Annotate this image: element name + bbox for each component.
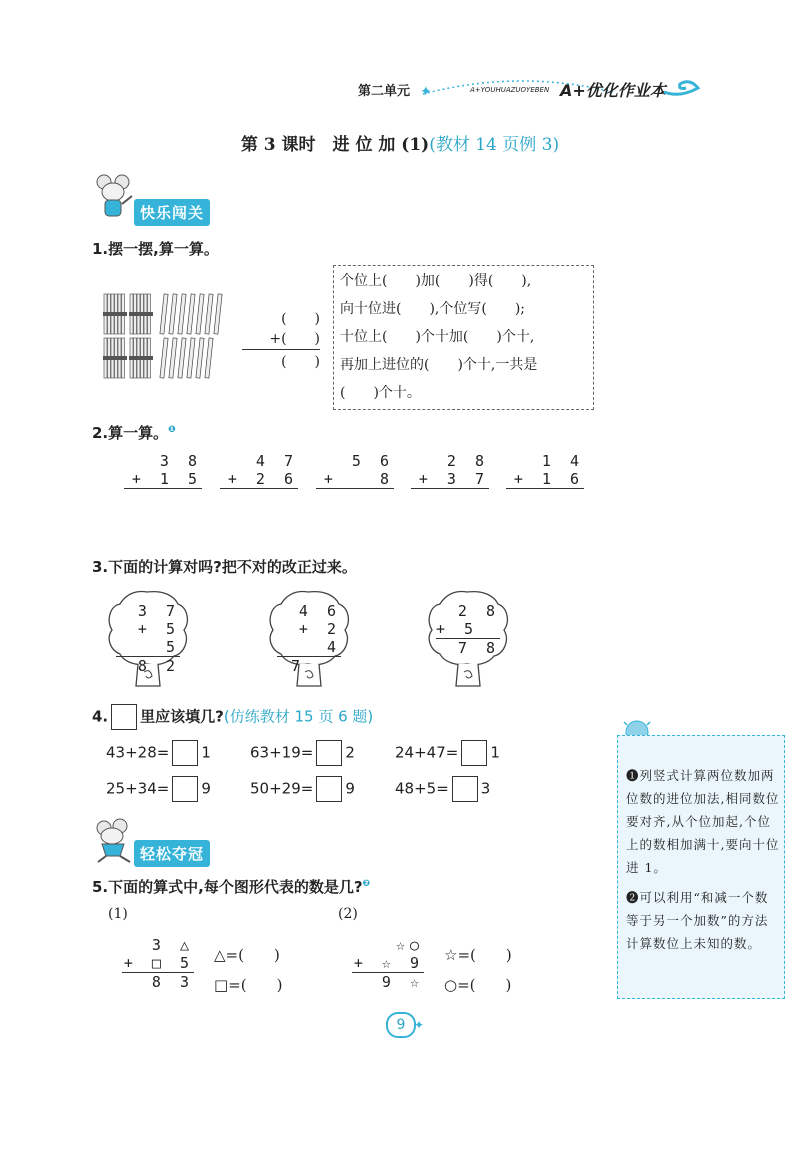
stick-bundle — [129, 338, 153, 378]
counting-sticks-illustration — [100, 290, 230, 385]
q5-part-2-label: (2) — [338, 906, 358, 922]
q3-t2-top: 4 6 — [298, 602, 341, 620]
q1-box-line-4: 再加上进位的( )个十,一共是 — [340, 357, 538, 373]
q5-p2-top: ☆○ — [395, 936, 424, 954]
q1-box-line-5: ( )个十。 — [340, 385, 421, 401]
single-stick — [187, 338, 195, 378]
q2-problem-1 — [124, 452, 202, 489]
q1-sum: ( ) — [281, 354, 320, 370]
q2-p5-line — [506, 488, 584, 489]
svg-text:✦: ✦ — [420, 84, 432, 100]
q4-item-4 — [106, 776, 211, 802]
section-badge-2: 轻松夺冠 — [134, 840, 210, 867]
blank-square-icon — [111, 704, 137, 730]
q3-tree-1 — [116, 602, 180, 675]
q4-item-5-tail: 9 — [345, 779, 355, 798]
stick-bundle — [129, 294, 153, 334]
answer-box[interactable] — [452, 776, 478, 802]
q3-t2-bottom: + 2 4 — [298, 620, 341, 656]
question-4-text: 里应该填几? — [140, 707, 224, 726]
q3-tree-2 — [277, 602, 341, 675]
q4-item-5 — [250, 776, 355, 802]
q2-p3-top: 5 6 — [351, 452, 394, 470]
q1-box-line-1: 个位上( )加( )得( ), — [340, 273, 532, 289]
q5-part-1-label: (1) — [108, 906, 128, 922]
q5-p1-top: 3 △ — [151, 936, 194, 954]
answer-box[interactable] — [172, 776, 198, 802]
question-4-number: 4. — [92, 707, 109, 726]
q2-p4-line — [411, 488, 489, 489]
q1-addend-2: +( ) — [269, 331, 320, 347]
q2-p1-top: 3 8 — [159, 452, 202, 470]
brand-title: A+优化作业本 — [560, 81, 666, 100]
q2-p5-bottom: + 1 6 — [513, 470, 584, 488]
q5-p2-bottom: + ☆ 9 — [353, 954, 424, 972]
single-stick — [169, 294, 177, 334]
q3-t1-bottom: + 5 5 — [137, 620, 180, 656]
tips-box — [617, 735, 785, 999]
note-marker-2: ❷ — [362, 879, 371, 889]
question-2-text: 2.算一算。 — [92, 424, 169, 442]
lesson-title-main: 第 3 课时 进 位 加 (1) — [240, 135, 430, 155]
q5-part-2-addition — [352, 936, 424, 991]
q2-p2-line — [220, 488, 298, 489]
answer-box[interactable] — [316, 740, 342, 766]
single-stick — [169, 338, 177, 378]
answer-box[interactable] — [172, 740, 198, 766]
mascot-mouse-icon — [92, 172, 134, 222]
question-1-prompt: 1.摆一摆,算一算。 — [92, 240, 219, 258]
q2-p2-top: 4 7 — [255, 452, 298, 470]
q3-t1-top: 3 7 — [137, 602, 180, 620]
q4-item-6-tail: 3 — [480, 779, 491, 798]
q2-problem-4 — [411, 452, 489, 489]
tip-1: ❶列竖式计算两位数加两位数的进位加法,相同数位要对齐,从个位加起,个位上的数相加满十,要向十位进 1。 — [626, 768, 780, 875]
single-stick — [187, 294, 195, 334]
q1-box-line-2: 向十位进( ),个位写( ); — [340, 301, 526, 317]
q4-item-6-expr: 48+5= — [395, 779, 449, 798]
q5-p1-bottom: + □ 5 — [123, 954, 194, 972]
q2-p4-top: 2 8 — [446, 452, 489, 470]
brand-pinyin: A+YOUHUAZUOYEBEN — [470, 86, 550, 94]
q2-p4-bottom: + 3 7 — [418, 470, 489, 488]
answer-box[interactable] — [316, 776, 342, 802]
question-3-prompt: 3.下面的计算对吗?把不对的改正过来。 — [92, 558, 357, 576]
q2-p2-bottom: + 2 6 — [227, 470, 298, 488]
q3-t3-result: 7 8 — [457, 639, 500, 657]
single-stick — [160, 294, 168, 334]
q2-p3-bottom: + 8 — [323, 470, 394, 488]
q1-fill-box — [333, 265, 594, 410]
q4-item-3 — [395, 740, 500, 766]
q4-item-1 — [106, 740, 211, 766]
q2-problem-3 — [316, 452, 394, 489]
q4-item-1-tail: 1 — [201, 743, 211, 762]
q5-p1-result: 8 3 — [151, 973, 194, 991]
q2-p1-line — [124, 488, 202, 489]
tip-2: ❷可以利用“和减一个数等于另一个加数”的方法计算数位上未知的数。 — [626, 890, 769, 951]
q2-problem-2 — [220, 452, 298, 489]
answer-box[interactable] — [461, 740, 487, 766]
question-4-prompt — [92, 704, 373, 730]
q4-item-6 — [395, 776, 490, 802]
section-badge-1: 快乐闯关 — [134, 199, 210, 226]
q3-t3-top: 2 8 — [457, 602, 500, 620]
q3-t1-result: 8 2 — [137, 657, 180, 675]
q4-item-3-tail: 1 — [490, 743, 500, 762]
lesson-title — [0, 130, 800, 155]
question-2-prompt — [92, 422, 176, 443]
q1-sum-line — [242, 349, 320, 350]
stick-bundle — [103, 338, 127, 378]
q3-tree-3 — [436, 602, 500, 657]
swirl-icon — [660, 74, 704, 100]
question-5-prompt — [92, 876, 370, 897]
q4-item-2-tail: 2 — [345, 743, 355, 762]
q4-item-3-expr: 24+47= — [395, 743, 459, 762]
q5-p2-answer-1[interactable]: ☆=( ) — [444, 946, 512, 964]
mascot-running-mouse-icon — [90, 818, 136, 864]
single-stick — [205, 294, 213, 334]
q1-box-line-3: 十位上( )个十加( )个十, — [340, 329, 535, 345]
q4-item-1-expr: 43+28= — [106, 743, 170, 762]
q5-p1-answer-2[interactable]: □=( ) — [214, 976, 283, 994]
question-4-ref: (仿练教材 15 页 6 题) — [223, 707, 374, 726]
q5-p2-answer-2[interactable]: ○=( ) — [444, 976, 512, 994]
q2-problem-5 — [506, 452, 584, 489]
q3-t3-bottom: + 5 — [436, 620, 479, 638]
single-stick — [178, 338, 186, 378]
single-stick — [178, 294, 186, 334]
single-stick — [205, 338, 213, 378]
q4-item-2 — [250, 740, 355, 766]
q2-p3-line — [316, 488, 394, 489]
sparkle-icon: ✦ — [414, 1018, 425, 1032]
q4-item-5-expr: 50+29= — [250, 779, 314, 798]
lesson-title-ref: (教材 14 页例 3) — [429, 135, 560, 155]
note-marker-1: ❶ — [168, 425, 176, 435]
question-5-text: 5.下面的算式中,每个图形代表的数是几? — [92, 878, 363, 896]
q3-t2-result: 7 — [291, 657, 306, 675]
stick-bundle — [103, 294, 127, 334]
q2-p5-top: 1 4 — [541, 452, 584, 470]
q5-p1-answer-1[interactable]: △=( ) — [214, 946, 280, 964]
single-stick — [160, 338, 168, 378]
q4-item-4-tail: 9 — [201, 779, 211, 798]
q4-item-2-expr: 63+19= — [250, 743, 314, 762]
q5-part-1-addition — [122, 936, 194, 991]
q4-item-4-expr: 25+34= — [106, 779, 170, 798]
unit-label: 第二单元 — [358, 84, 411, 99]
single-stick — [196, 338, 204, 378]
q2-p1-bottom: + 1 5 — [131, 470, 202, 488]
q5-p2-result: 9 ☆ — [381, 973, 424, 991]
q1-vertical-addition — [240, 308, 320, 371]
single-stick — [214, 294, 222, 334]
q1-addend-1: ( ) — [281, 311, 320, 327]
single-stick — [196, 294, 204, 334]
page-number: 9 — [386, 1012, 416, 1038]
